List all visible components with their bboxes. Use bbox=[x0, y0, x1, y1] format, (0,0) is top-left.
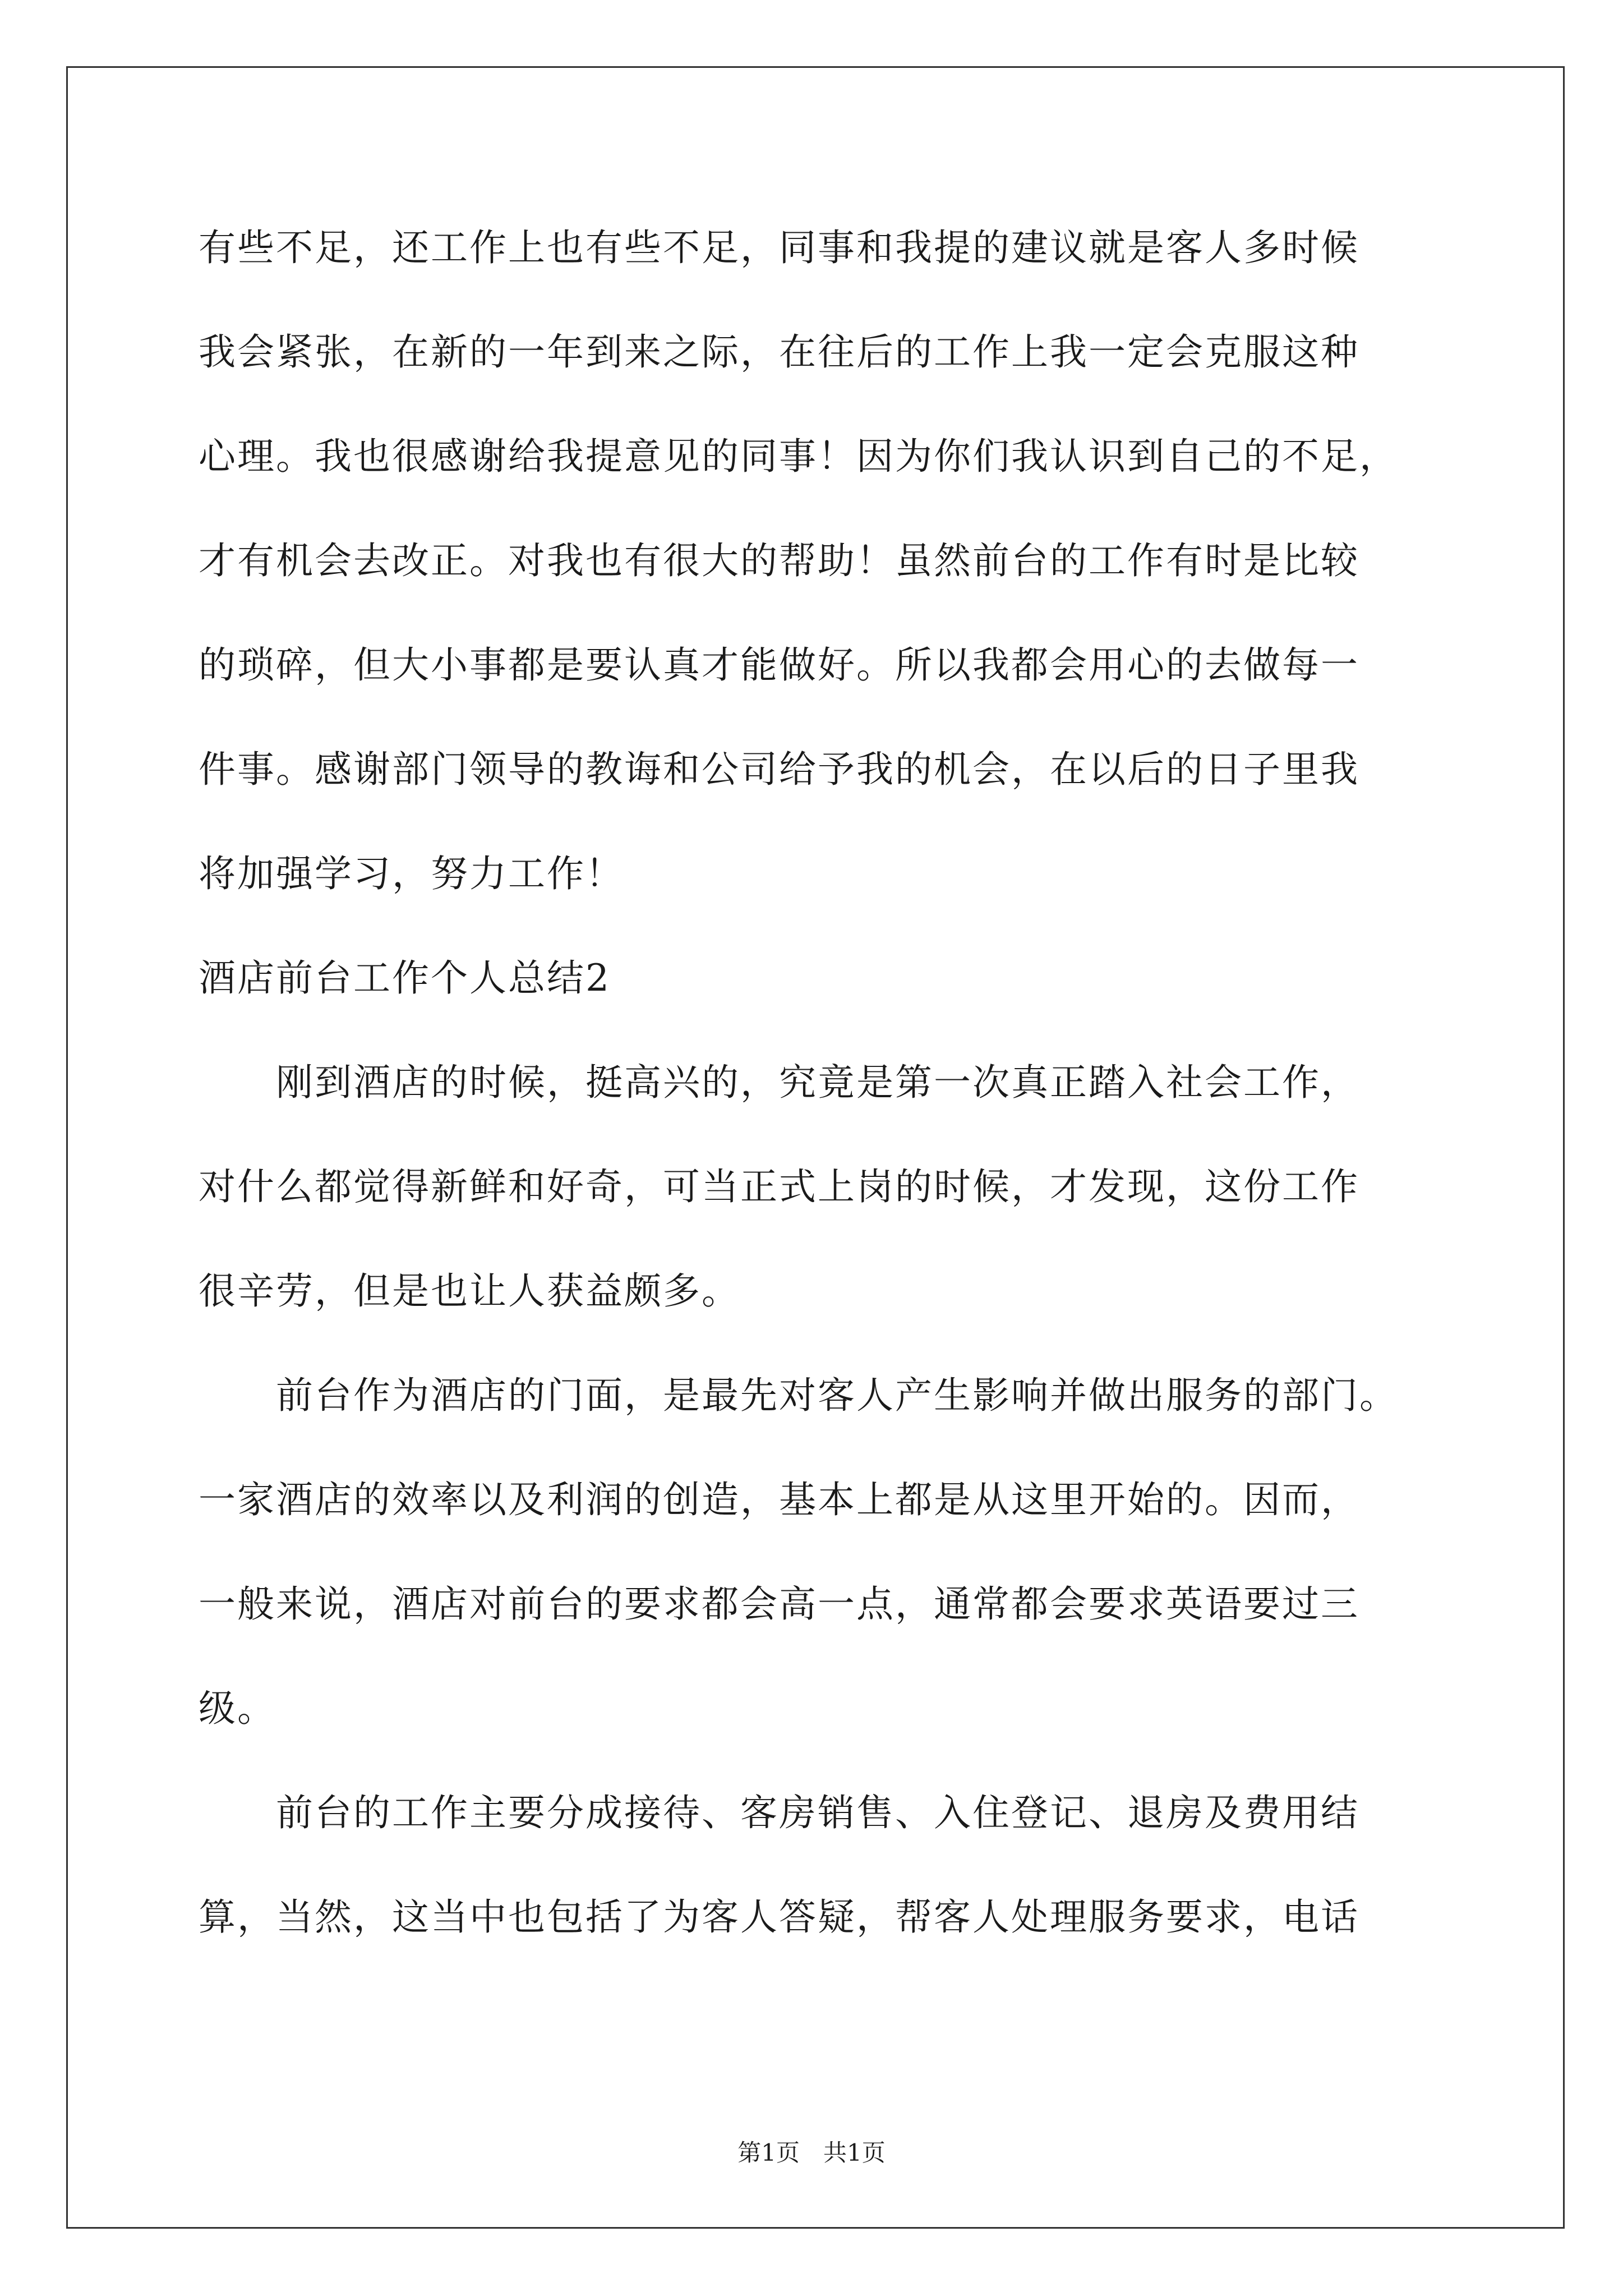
paragraph-line: 一般来说，酒店对前台的要求都会高一点，通常都会要求英语要过三 bbox=[199, 1582, 1359, 1626]
paragraph-line: 才有机会去改正。对我也有很大的帮助！虽然前台的工作有时是比较 bbox=[199, 539, 1359, 582]
section-heading: 酒店前台工作个人总结2 bbox=[199, 956, 611, 1000]
paragraph-line: 算，当然，这当中也包括了为客人答疑，帮客人处理服务要求，电话 bbox=[199, 1895, 1359, 1939]
paragraph-line: 一家酒店的效率以及利润的创造，基本上都是从这里开始的。因而， bbox=[199, 1478, 1359, 1521]
paragraph-line: 刚到酒店的时候，挺高兴的，究竟是第一次真正踏入社会工作， bbox=[199, 1061, 1359, 1104]
paragraph-line: 心理。我也很感谢给我提意见的同事！因为你们我认识到自己的不足， bbox=[199, 435, 1398, 478]
paragraph-line: 的琐碎，但大小事都是要认真才能做好。所以我都会用心的去做每一 bbox=[199, 643, 1359, 687]
paragraph-line: 很辛劳，但是也让人获益颇多。 bbox=[199, 1269, 740, 1313]
paragraph-line: 件事。感谢部门领导的教诲和公司给予我的机会，在以后的日子里我 bbox=[199, 748, 1359, 791]
page-number-footer: 第1页 共1页 bbox=[737, 2139, 886, 2166]
paragraph-line: 对什么都觉得新鲜和好奇，可当正式上岗的时候，才发现，这份工作 bbox=[199, 1165, 1359, 1208]
paragraph-line: 有些不足，还工作上也有些不足，同事和我提的建议就是客人多时候 bbox=[199, 226, 1359, 269]
paragraph-line: 前台的工作主要分成接待、客房销售、入住登记、退房及费用结 bbox=[199, 1791, 1359, 1834]
paragraph-line: 级。 bbox=[199, 1687, 276, 1730]
paragraph-line: 我会紧张，在新的一年到来之际，在往后的工作上我一定会克服这种 bbox=[199, 330, 1359, 374]
paragraph-line: 将加强学习，努力工作！ bbox=[199, 852, 624, 895]
paragraph-line: 前台作为酒店的门面，是最先对客人产生影响并做出服务的部门。 bbox=[199, 1374, 1398, 1417]
